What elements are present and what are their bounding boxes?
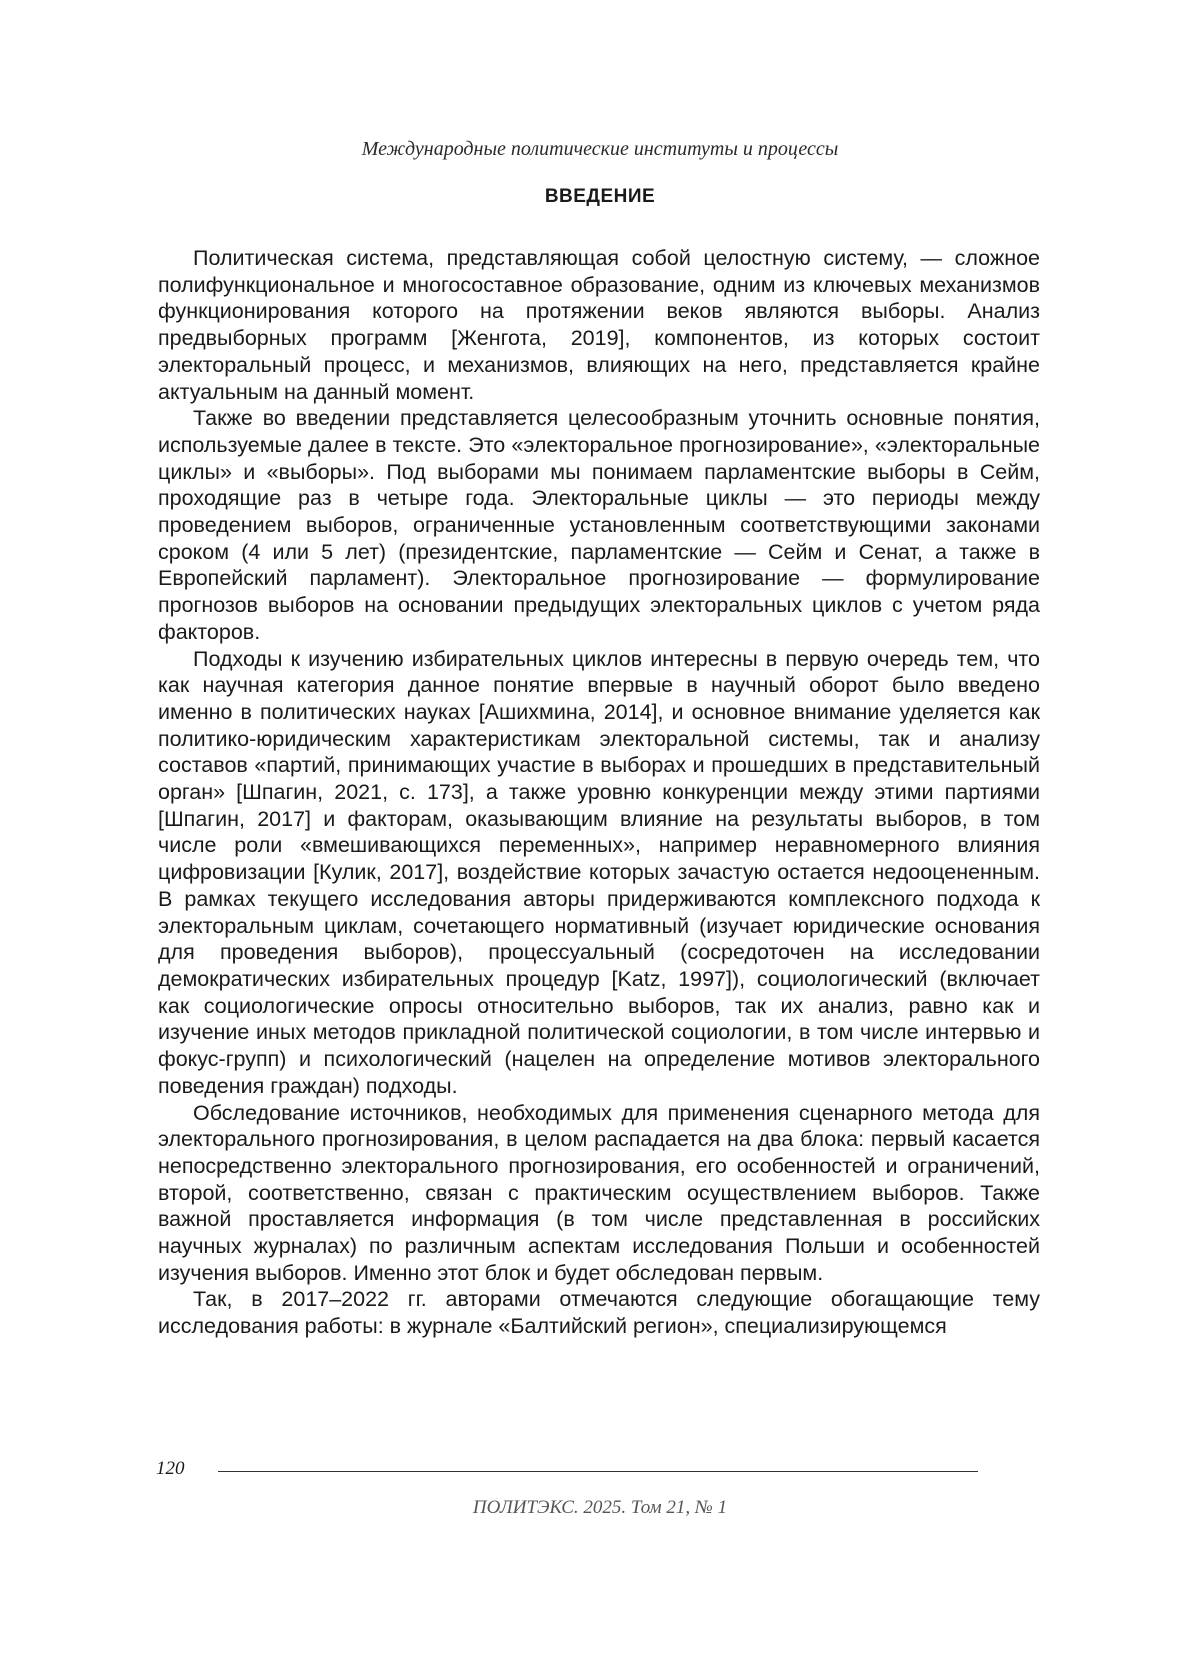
paragraph: Так, в 2017–2022 гг. авторами отмечаются следующие обогащающие тему исследования работы: в журнале «Балтийский регион», специализирующемся <box>158 1287 1040 1339</box>
journal-footer: ПОЛИТЭКС. 2025. Том 21, № 1 <box>472 1497 728 1518</box>
paragraph: Политическая система, представляющая собой целостную систему, — сложное полифункциональное и многосоставное образование, одним из ключевых механизмов функционирования которого на протяжении веков являются выборы. Анализ предвыборных программ [Женгота, 2019], компонентов, из которых состоит электоральный процесс, и механизмов, влияющих на него, представляется крайне актуальным на данный момент. <box>158 246 1040 404</box>
paragraph: Также во введении представляется целесообразным уточнить основные понятия, используемые далее в тексте. Это «электоральное прогнозирование», «электоральные циклы» и «выборы». Под выборами мы понимаем парламентские выборы в Сейм, проходящие раз в четыре года. Электоральные циклы — это периоды между проведением выборов, ограниченные установленным соответствующими законами сроком (4 или 5 лет) (президентские, парламентские — Сейм и Сенат, а также в Европейский парламент). Электоральное прогнозирование — формулирование прогнозов выборов на основании предыдущих электоральных циклов с учетом ряда факторов. <box>158 406 1040 644</box>
footer-divider <box>218 1471 978 1472</box>
paragraph: Обследование источников, необходимых для применения сценарного метода для электорального прогнозирования, в целом распадается на два блока: первый касается непосредственно электорального прогнозирования, его особенностей и ограничений, второй, соответственно, связан с практическим осуществлением выборов. Также важной проставляется информация (в том числе представленная в российских научных журналах) по различным аспектам исследования Польши и особенностей изучения выборов. Именно этот блок и будет обследован первым. <box>158 1100 1040 1285</box>
page-number: 120 <box>156 1458 185 1479</box>
body-text <box>158 245 1040 1340</box>
section-title: ВВЕДЕНИЕ <box>544 186 656 207</box>
paragraph: Подходы к изучению избирательных циклов интересны в первую очередь тем, что как научная категория данное понятие впервые в научный оборот было введено именно в политических науках [Ашихмина, 2014], и основное внимание уделяется как политико-юридическим характеристикам электоральной системы, так и анализу составов «партий, принимающих участие в выборах и прошедших в представительный орган» [Шпагин, 2021, с. 173], а также уровню конкуренции между этими партиями [Шпагин, 2017] и факторам, оказывающим влияние на результаты выборов, в том числе роли «вмешивающихся переменных», например неравномерного влияния цифровизации [Кулик, 2017], воздействие которых зачастую остается недооцененным. В рамках текущего исследования авторы придерживаются комплексного подхода к электоральным циклам, сочетающего нормативный (изучает юридические основания для проведения выборов), процессуальный (сосредоточен на исследовании демократических избирательных процедур [Katz, 1997]), социологический (включает как социологические опросы относительно выборов, так их анализ, равно как и изучение иных методов прикладной политической социологии, в том числе интервью и фокус-групп) и психологический (нацелен на определение мотивов электорального поведения граждан) подходы. <box>158 646 1040 1098</box>
running-header: Международные политические институты и процессы <box>361 138 839 160</box>
